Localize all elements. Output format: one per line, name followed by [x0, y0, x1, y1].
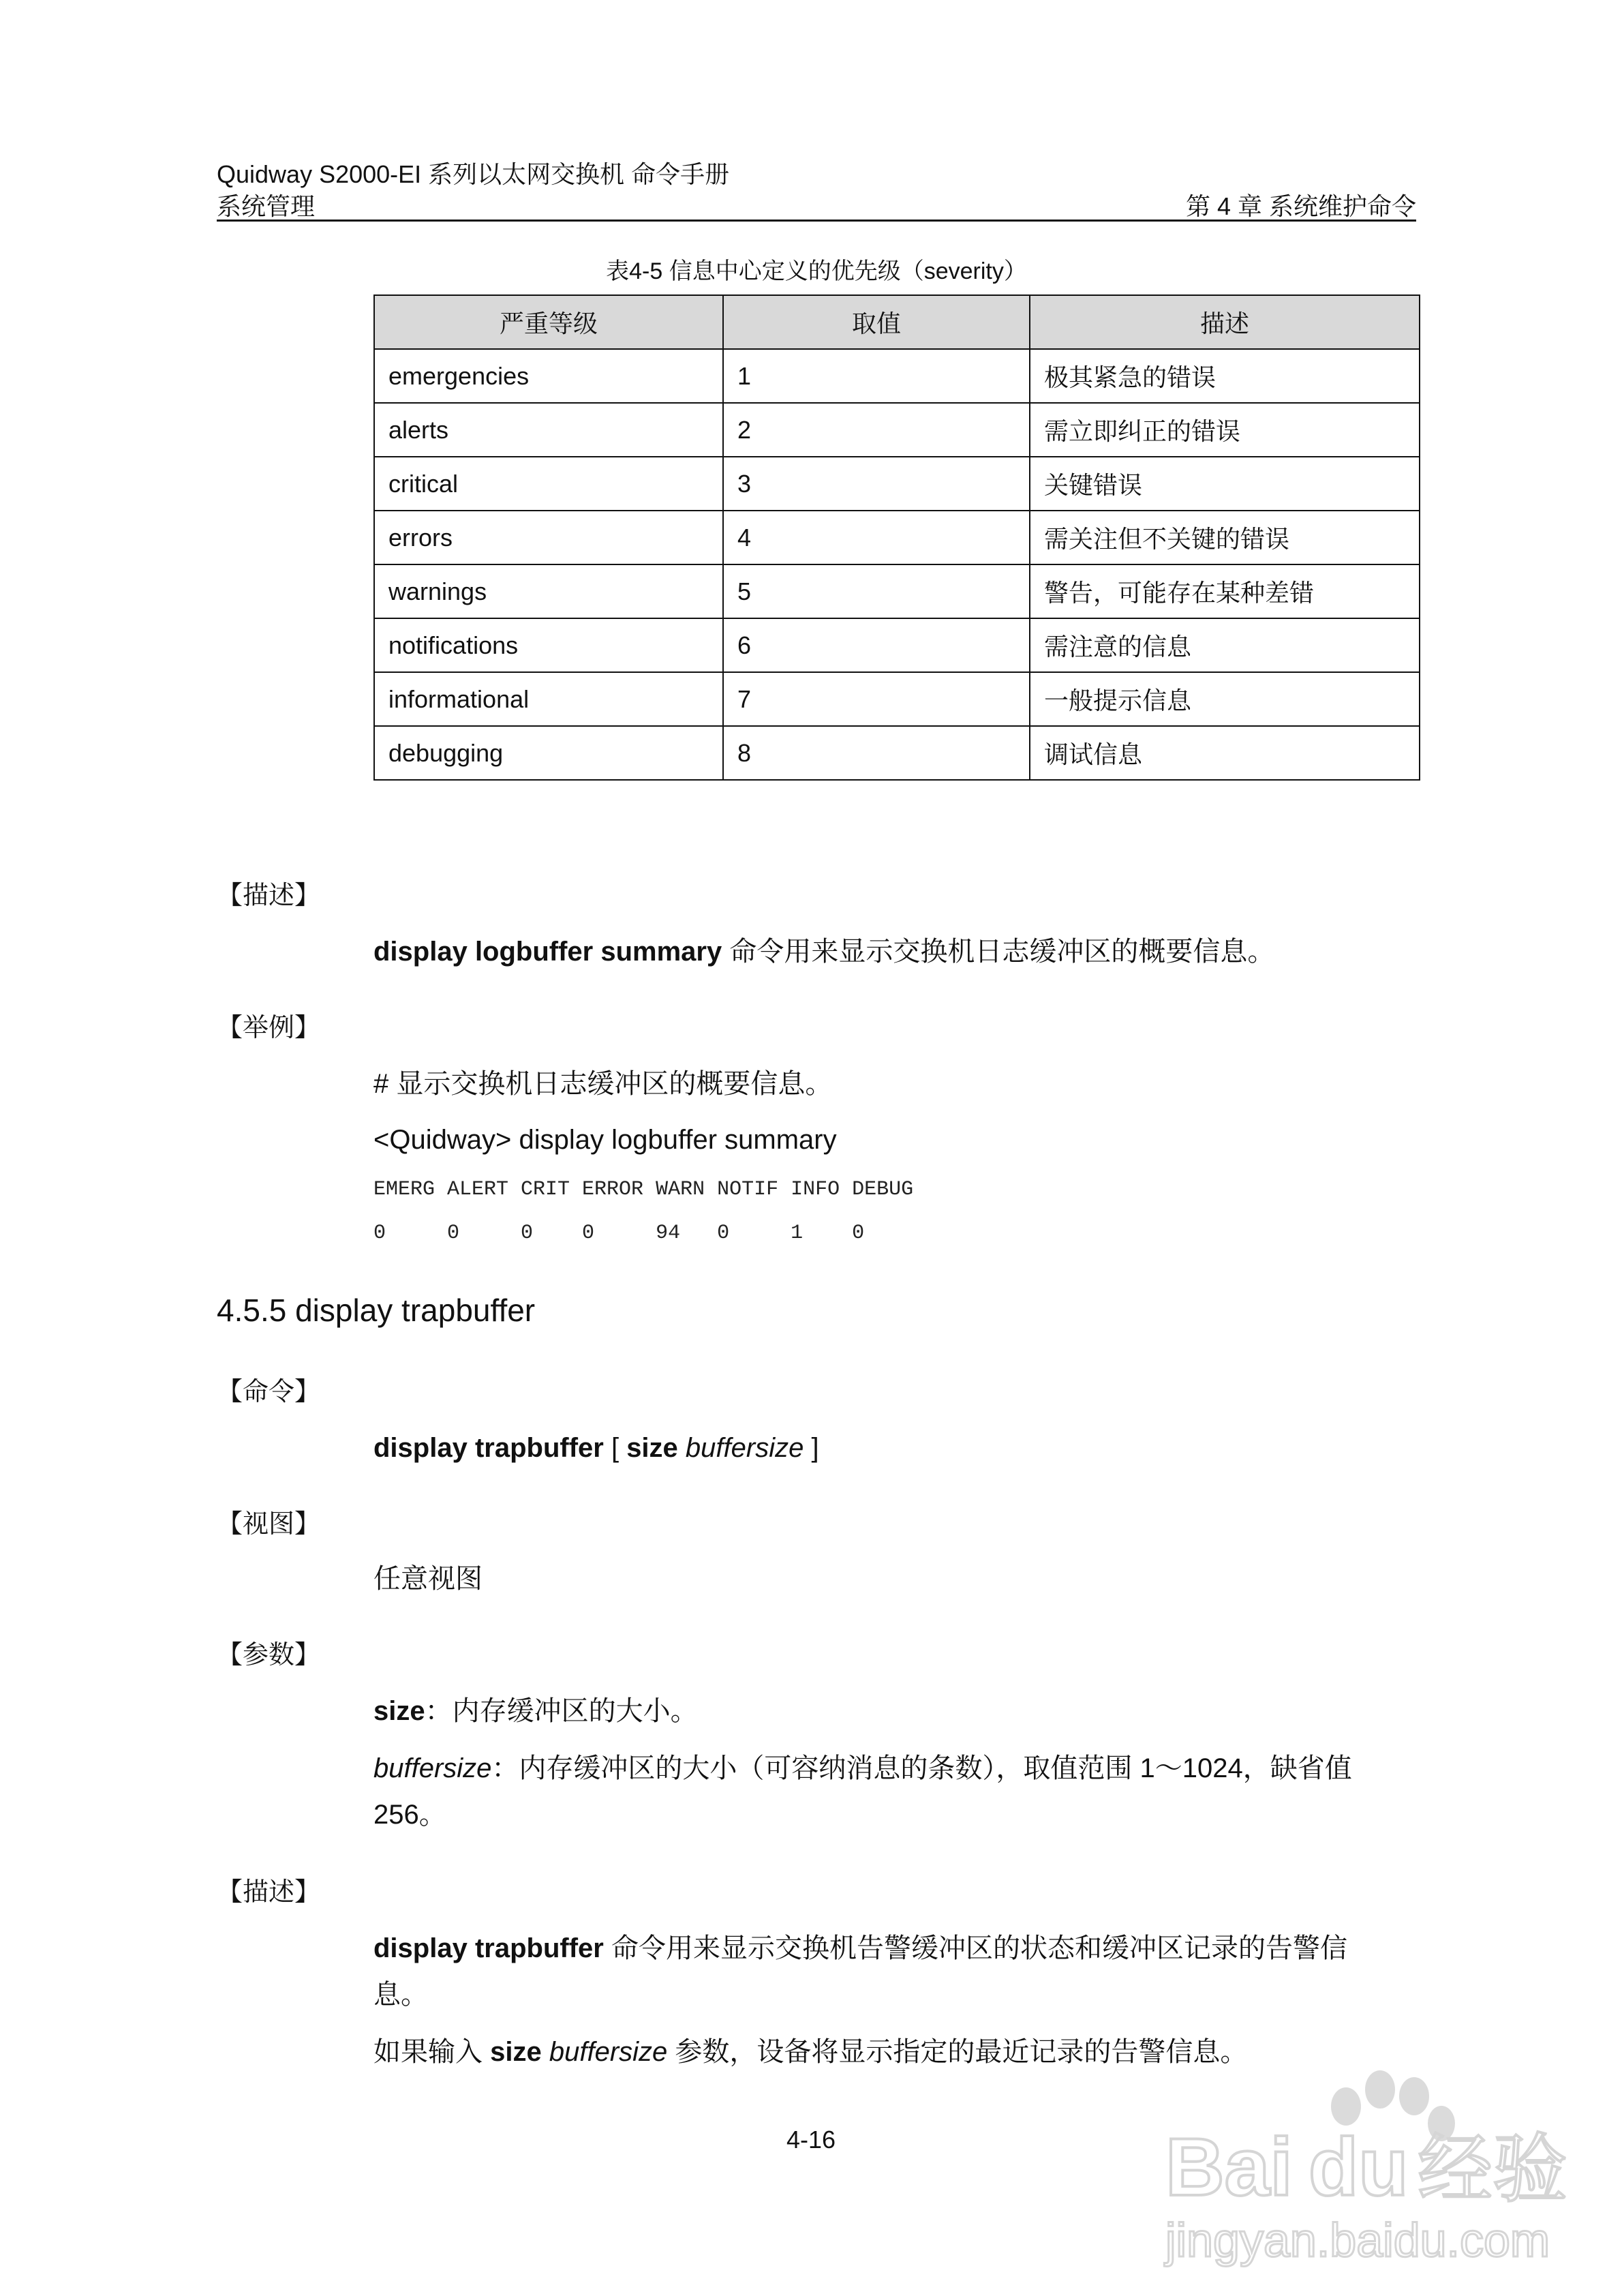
trapbuffer-description-line2: 息。: [373, 1980, 428, 2010]
example-command: <Quidway> display logbuffer summary: [373, 1125, 837, 1155]
param-desc: ：内存缓冲区的大小（可容纳消息的条数），取值范围 1～1024，缺省值: [491, 1753, 1352, 1783]
severity-desc: 需关注但不关键的错误: [1030, 511, 1420, 564]
section-name: 系统管理: [217, 192, 316, 220]
severity-desc: 调试信息: [1030, 726, 1420, 780]
space: [542, 2037, 549, 2067]
severity-value: 6: [723, 618, 1030, 672]
space: [678, 1433, 686, 1463]
severity-value: 5: [723, 564, 1030, 618]
severity-level: warnings: [374, 564, 723, 618]
chapter-title: 第 4 章 系统维护命令: [1185, 192, 1416, 220]
severity-level: notifications: [374, 618, 723, 672]
table-row: [374, 618, 1420, 672]
severity-desc: 警告，可能存在某种差错: [1030, 564, 1420, 618]
description-text: 命令用来显示交换机告警缓冲区的状态和缓冲区记录的告警信: [603, 1933, 1347, 1963]
parameter-heading: 【参数】: [217, 1641, 321, 1670]
watermark-cn: 经验: [1418, 2126, 1567, 2213]
severity-value: 2: [723, 403, 1030, 457]
param-buffersize: buffersize: [549, 2037, 668, 2067]
keyword-size: size: [373, 1696, 425, 1726]
column-header: 描述: [1030, 295, 1420, 349]
param-desc: ：内存缓冲区的大小。: [425, 1696, 698, 1726]
baidu-jingyan-watermark: [1152, 2059, 1588, 2277]
output-values: 0 0 0 0 94 0 1 0: [373, 1222, 865, 1245]
description-text: 参数，设备将显示指定的最近记录的告警信息。: [667, 2037, 1248, 2067]
section-heading: 4.5.5 display trapbuffer: [217, 1293, 536, 1328]
command-name: display trapbuffer: [373, 1433, 604, 1463]
param-buffersize: buffersize: [685, 1433, 804, 1463]
trapbuffer-description: [373, 1925, 1416, 1972]
header-rule: [217, 220, 1416, 222]
output-header: EMERG ALERT CRIT ERROR WARN NOTIF INFO DEBUG: [373, 1178, 914, 1201]
command-name: display trapbuffer: [373, 1933, 604, 1963]
description-text: 如果输入: [373, 2037, 491, 2067]
logbuffer-description: [373, 928, 1416, 975]
severity-level: emergencies: [374, 349, 723, 403]
command-name: display logbuffer summary: [373, 937, 722, 967]
severity-desc: 极其紧急的错误: [1030, 349, 1420, 403]
param-size-line: [373, 1688, 1416, 1734]
table-row: [374, 403, 1420, 457]
severity-value: 4: [723, 511, 1030, 564]
page-number: 4-16: [786, 2126, 836, 2154]
severity-desc: 关键错误: [1030, 457, 1420, 511]
command-heading: 【命令】: [217, 1378, 321, 1406]
example-heading: 【举例】: [217, 1014, 321, 1042]
param-buffersize: buffersize: [373, 1753, 492, 1783]
table-row: [374, 672, 1420, 726]
command-syntax: [373, 1425, 1416, 1471]
watermark-brand2: du: [1309, 2121, 1409, 2213]
column-header: 取值: [723, 295, 1030, 349]
table-row: [374, 349, 1420, 403]
table-row: [374, 457, 1420, 511]
keyword-size: size: [490, 2037, 542, 2067]
description-heading: 【描述】: [217, 1878, 321, 1907]
view-text: 任意视图: [373, 1564, 483, 1594]
severity-value: 1: [723, 349, 1030, 403]
table-row: [374, 726, 1420, 780]
severity-desc: 需注意的信息: [1030, 618, 1420, 672]
param-buffersize-line: [373, 1745, 1416, 1792]
severity-level: errors: [374, 511, 723, 564]
view-heading: 【视图】: [217, 1510, 321, 1539]
watermark-url: jingyan.baidu.com: [1165, 2214, 1550, 2267]
document-title: Quidway S2000-EI 系列以太网交换机 命令手册: [217, 160, 730, 188]
bracket-open: [: [603, 1433, 627, 1463]
table-row: [374, 564, 1420, 618]
severity-level: critical: [374, 457, 723, 511]
table-caption: 表4-5 信息中心定义的优先级（severity）: [606, 258, 1027, 284]
severity-desc: 需立即纠正的错误: [1030, 403, 1420, 457]
severity-value: 8: [723, 726, 1030, 780]
example-comment: # 显示交换机日志缓冲区的概要信息。: [373, 1069, 833, 1099]
description-text: 命令用来显示交换机日志缓冲区的概要信息。: [722, 937, 1275, 967]
table-header-row: [374, 295, 1420, 349]
severity-desc: 一般提示信息: [1030, 672, 1420, 726]
keyword-size: size: [626, 1433, 678, 1463]
severity-table: [373, 294, 1420, 781]
severity-value: 3: [723, 457, 1030, 511]
description-heading: 【描述】: [217, 881, 321, 910]
severity-level: informational: [374, 672, 723, 726]
bracket-close: ]: [804, 1433, 819, 1463]
severity-value: 7: [723, 672, 1030, 726]
watermark-brand: Bai: [1165, 2121, 1293, 2213]
severity-level: debugging: [374, 726, 723, 780]
param-buffersize-line2: 256。: [373, 1800, 446, 1830]
table-row: [374, 511, 1420, 564]
severity-level: alerts: [374, 403, 723, 457]
column-header: 严重等级: [374, 295, 723, 349]
